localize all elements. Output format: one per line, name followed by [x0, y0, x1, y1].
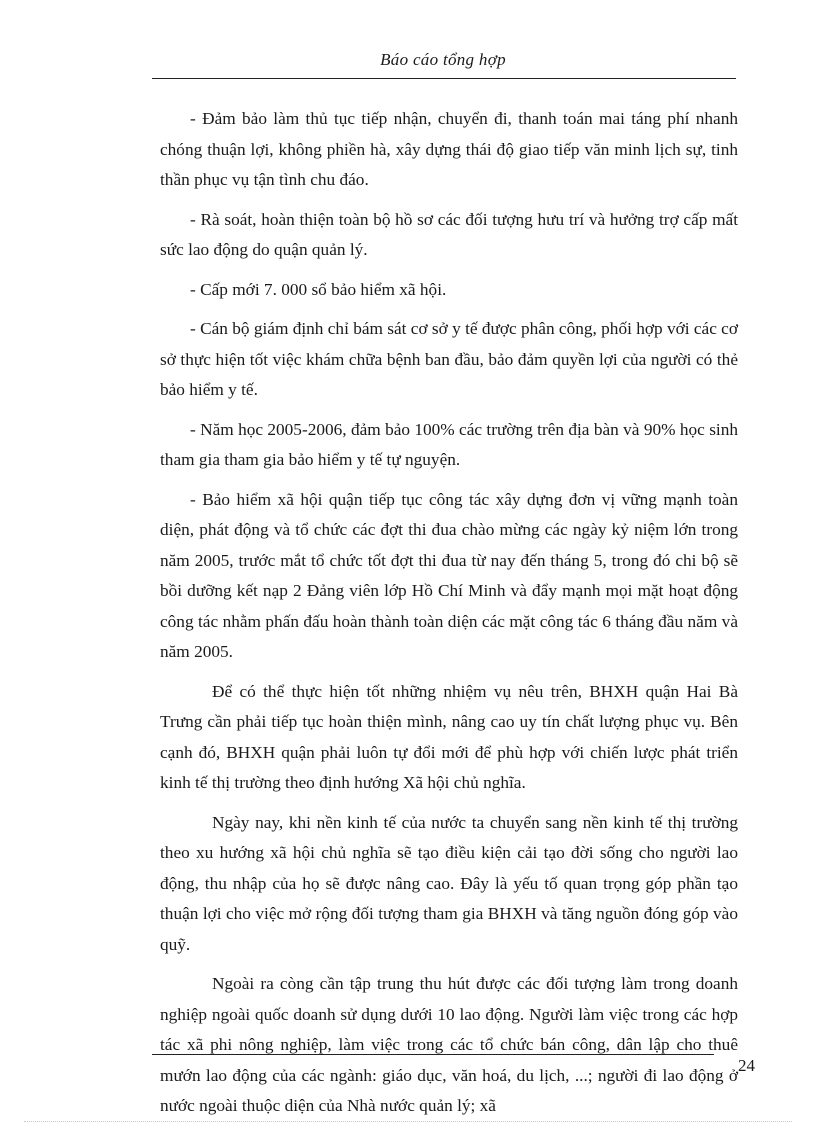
footer-divider	[152, 1054, 714, 1055]
paragraph-school-year: - Năm học 2005-2006, đảm bảo 100% các trường trên địa bàn và 90% học sinh tham gia tham gia bảo hiểm y tế tự nguyện.	[160, 419, 738, 469]
document-body	[160, 104, 738, 1131]
paragraph-market-economy: Ngày nay, khi nền kinh tế của nước ta chuyển sang nền kinh tế thị trường theo xu hướng xã hội chủ nghĩa sẽ tạo điều kiện cải tạo đời sống cho người lao động, thu nhập của họ sẽ được nâng cao. Đây là yếu tố quan trọng góp phần tạo thuận lợi cho việc mở rộng đối tượng tham gia BHXH và tăng nguồn đóng góp vào quỹ.	[160, 812, 738, 954]
paragraph-new-books: - Cấp mới 7. 000 sổ bảo hiểm xã hội.	[190, 279, 447, 299]
running-header: Báo cáo tổng hợp	[380, 50, 506, 69]
paragraph-assessment-staff: - Cán bộ giám định chỉ bám sát cơ sở y tế được phân công, phối hợp với các cơ sở thực hiện tốt việc khám chữa bệnh ban đầu, bảo đảm quyền lợi của người có thẻ bảo hiểm y tế.	[160, 319, 738, 399]
header-divider	[152, 78, 736, 79]
page-number: 24	[738, 1056, 755, 1075]
paragraph-tasks-summary: Để có thể thực hiện tốt những nhiệm vụ nêu trên, BHXH quận Hai Bà Trưng cần phải tiếp tục hoàn thiện mình, nâng cao uy tín chất lượng phục vụ. Bên cạnh đó, BHXH quận phải luôn tự đổi mới để phù hợp với chiến lược phát triển kinh tế thị trường theo định hướng Xã hội chủ nghĩa.	[160, 681, 738, 792]
paragraph-unit-building: - Bảo hiểm xã hội quận tiếp tục công tác xây dựng đơn vị vững mạnh toàn diện, phát động và tổ chức các đợt thi đua chào mừng các ngày kỷ niệm lớn trong năm 2005, trước mắt tổ chức tốt đợt thi đua từ nay đến tháng 5, trong đó chi bộ sẽ bồi dưỡng kết nạp 2 Đảng viên lớp Hồ Chí Minh và đẩy mạnh mọi mặt hoạt động công tác nhằm phấn đấu hoàn thành toàn diện các mặt công tác 6 tháng đầu năm và năm 2005.	[160, 489, 738, 661]
paragraph-funeral-procedures: - Đảm bảo làm thủ tục tiếp nhận, chuyển đi, thanh toán mai táng phí nhanh chóng thuận lợi, không phiền hà, xây dựng thái độ giao tiếp văn minh lịch sự, tinh thần phục vụ tận tình chu đáo.	[160, 109, 738, 189]
page-edge-divider	[24, 1121, 792, 1122]
paragraph-review-records: - Rà soát, hoàn thiện toàn bộ hồ sơ các đối tượng hưu trí và hưởng trợ cấp mất sức lao động do quận quản lý.	[160, 209, 738, 259]
paragraph-target-groups: Ngoài ra còng cần tập trung thu hút được các đối tượng làm trong doanh nghiệp ngoài quốc doanh sử dụng dưới 10 lao động. Người làm việc trong các hợp tác xã phi nông nghiệp, làm việc trong các tổ chức bán công, dân lập cho thuê mướn lao động của các ngành: giáo dục, văn hoá, du lịch, ...; người đi lao động ở nước ngoài thuộc diện của Nhà nước quản lý; xã	[160, 974, 738, 1115]
